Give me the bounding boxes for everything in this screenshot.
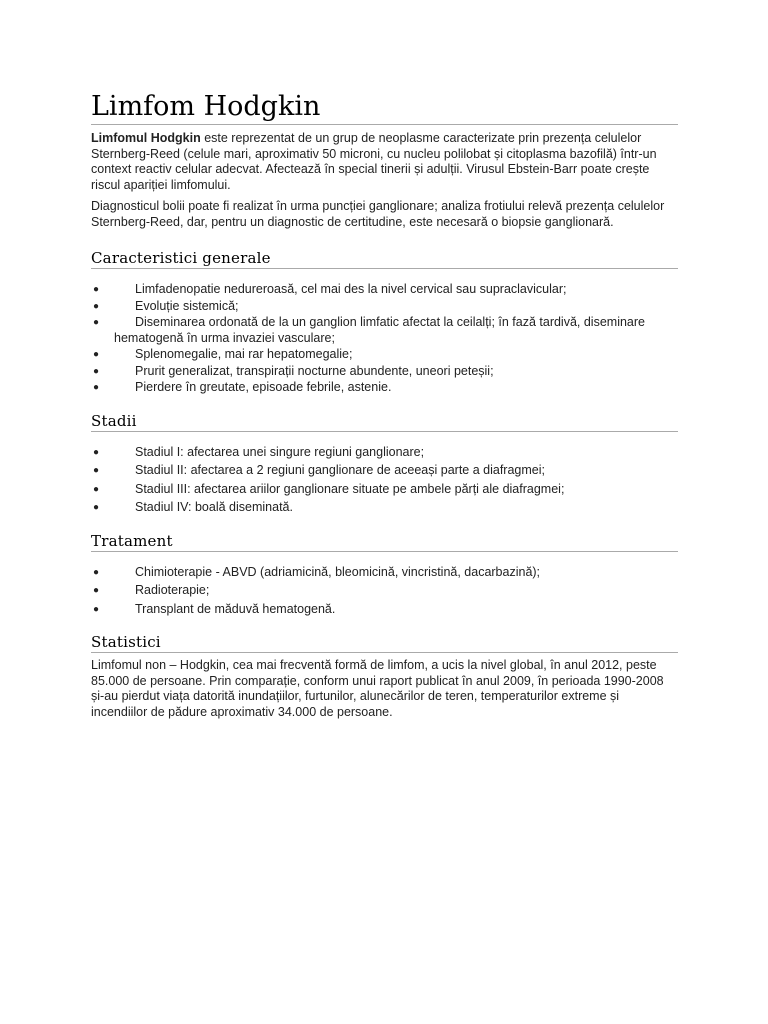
list-item	[91, 380, 678, 396]
section-heading-characteristics: Caracteristici generale	[91, 249, 678, 269]
list-item	[91, 565, 678, 581]
list-item-text: Stadiul IV: boală diseminată.	[135, 500, 293, 514]
diagnosis-paragraph: Diagnosticul bolii poate fi realizat în urma puncției ganglionare; analiza frotiului relevă prezența celulelor Sternberg-Reed, dar, pentru un diagnostic de certitudine, este necesară o biopsie ganglionară.	[91, 199, 665, 229]
list-item-text: Limfadenopatie nedureroasă, cel mai des la nivel cervical sau supraclavicular;	[135, 282, 567, 296]
list-item	[91, 445, 678, 461]
intro-text: este reprezentat de un grup de neoplasme caracterizate prin prezența celulelor Sternberg-Reed (celule mari, aproximativ 50 microni, cu nucleu polilobat și citoplasma bazofilă) într-un context reactiv celular adecvat. Afectează în special tinerii și adulții. Virusul Ebstein-Barr poate crește riscul apariției limfomului.	[91, 131, 657, 192]
bullet-icon: ●	[92, 566, 100, 578]
list-item	[91, 315, 678, 346]
list-item	[91, 299, 678, 315]
intro-bold-term: Limfomul Hodgkin	[91, 131, 201, 145]
bullet-icon: ●	[92, 483, 100, 495]
bullet-icon: ●	[92, 382, 100, 393]
list-item-text: Splenomegalie, mai rar hepatomegalie;	[135, 347, 353, 361]
section-heading-treatment: Tratament	[91, 532, 678, 552]
bullet-icon: ●	[92, 349, 100, 360]
list-item	[91, 347, 678, 363]
list-item-text: Prurit generalizat, transpirații nocturne abundente, uneori peteșii;	[135, 363, 494, 378]
section-heading-stages: Stadii	[91, 412, 678, 432]
list-item-text: Stadiul I: afectarea unei singure regiuni ganglionare;	[135, 444, 425, 459]
bullet-icon: ●	[92, 365, 100, 377]
list-item-text: Diseminarea ordonată de la un ganglion limfatic afectat la ceilalți; în fază tardivă, diseminare hematogenă în urma invaziei vasculare;	[114, 315, 645, 345]
statistics-paragraph: Limfomul non – Hodgkin, cea mai frecventă formă de limfom, a ucis la nivel global, în anul 2012, peste 85.000 de persoane. Prin comparație, conform unui raport publicat în anul 2009, în perioada 1990-2008 și-au pierdut viața datorită inundațiilor, furtunilor, alunecărilor de teren, temperaturilor extreme și incendiilor de pădure aproximativ 34.000 de persoane.	[91, 658, 664, 719]
list-item-text: Evoluție sistemică;	[135, 298, 239, 313]
list-item	[91, 282, 678, 298]
treatment-list	[91, 565, 678, 618]
bullet-icon: ●	[92, 465, 100, 476]
characteristics-list	[91, 282, 678, 396]
bullet-icon: ●	[92, 603, 100, 615]
bullet-icon: ●	[92, 300, 100, 312]
list-item	[91, 500, 678, 516]
page-title: Limfom Hodgkin	[91, 92, 678, 125]
list-item-text: Pierdere în greutate, episoade febrile, astenie.	[135, 380, 392, 394]
bullet-icon: ●	[92, 585, 100, 596]
list-item	[91, 602, 678, 618]
section-heading-statistics: Statistici	[91, 633, 678, 653]
intro-paragraph	[91, 131, 678, 193]
stages-list	[91, 445, 678, 516]
list-item	[91, 364, 678, 380]
list-item	[91, 463, 678, 479]
list-item	[91, 482, 678, 498]
bullet-icon: ●	[92, 317, 100, 328]
list-item	[91, 583, 678, 599]
list-item-text: Chimioterapie - ABVD (adriamicină, bleomicină, vincristină, dacarbazină);	[135, 564, 541, 579]
bullet-icon: ●	[92, 502, 100, 513]
list-item-text: Transplant de măduvă hematogenă.	[135, 601, 336, 616]
bullet-icon: ●	[92, 284, 100, 295]
list-item-text: Stadiul III: afectarea ariilor ganglionare situate pe ambele părți ale diafragmei;	[135, 481, 565, 496]
bullet-icon: ●	[92, 446, 100, 458]
list-item-text: Radioterapie;	[135, 583, 210, 597]
list-item-text: Stadiul II: afectarea a 2 regiuni ganglionare de aceeași parte a diafragmei;	[135, 463, 545, 477]
